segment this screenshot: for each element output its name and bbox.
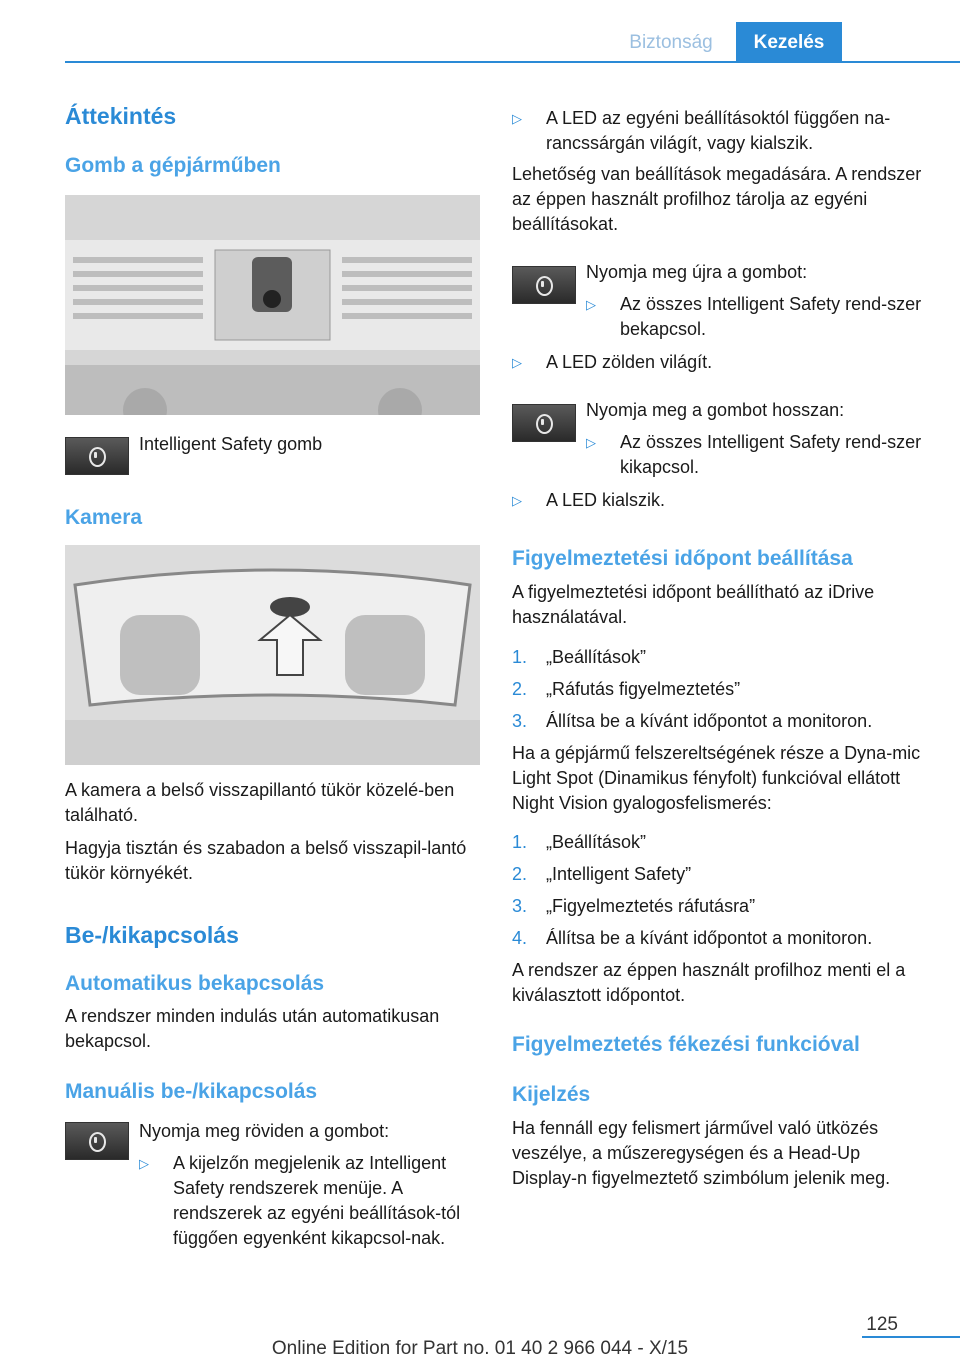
bullet-short-press: ▷ A kijelzőn megjelenik az Intelligent Safety rendszerek menüje. A rendszerek az egyéni beállítások-tól függően egyenként kikapcsol-nak. — [139, 1153, 461, 1248]
tab-kezeles[interactable]: Kezelés — [736, 22, 842, 63]
bullet-all-on: ▷ Az összes Intelligent Safety rend-szer bekapcsol. — [586, 294, 922, 339]
intelligent-safety-button-icon — [65, 1122, 129, 1160]
bullet-led-green: ▷ A LED zölden világít. — [512, 350, 930, 375]
paragraph-kijelzes: Ha fennáll egy felismert járművel való ütközés veszélye, a műszeregységen és a Head-Up Display-n figyelmeztető szimbólum jelenik meg. — [512, 1118, 891, 1188]
paragraph-automatikus: A rendszer minden indulás után automatikusan bekapcsol. — [65, 1006, 440, 1051]
list-item: 1. „Beállítások” — [512, 832, 647, 852]
camera-photo — [65, 545, 480, 765]
triangle-bullet-icon: ▷ — [139, 1156, 149, 1171]
paragraph-press-long: Nyomja meg a gombot hosszan: — [586, 400, 845, 420]
page-number: 125 — [866, 1314, 898, 1335]
caption-button: Intelligent Safety gomb — [139, 434, 323, 454]
triangle-bullet-icon: ▷ — [586, 297, 596, 312]
footer-edition: Online Edition for Part no. 01 40 2 966 044 - X/15 — [271, 1338, 689, 1359]
tab-biztonsag[interactable]: Biztonság — [629, 31, 713, 53]
heading-automatikus: Automatikus bekapcsolás — [65, 972, 325, 995]
paragraph-lehetoseg: Lehetőség van beállítások megadására. A rendszer az éppen használt profilhoz tárolja az egyéni beállításokat. — [512, 164, 922, 234]
intelligent-safety-button-icon — [512, 266, 576, 304]
triangle-bullet-icon: ▷ — [512, 355, 522, 370]
heading-attekintes: Áttekintés — [65, 103, 177, 129]
bullet-all-off: ▷ Az összes Intelligent Safety rend-szer kikapcsol. — [586, 432, 922, 477]
list-item: 1. „Beállítások” — [512, 647, 647, 667]
heading-kamera: Kamera — [65, 506, 143, 529]
heading-bekikapcsolas: Be-/kikapcsolás — [65, 922, 239, 948]
triangle-bullet-icon: ▷ — [512, 493, 522, 508]
heading-gomb: Gomb a gépjárműben — [65, 154, 281, 177]
heading-kijelzes: Kijelzés — [512, 1083, 591, 1106]
paragraph-dynamic-light-spot: Ha a gépjármű felszereltségének része a Dyna-mic Light Spot (Dinamikus fényfolt) funkcióval ellátott Night Vision gyalogosfelismerés: — [512, 743, 921, 813]
heading-manualis: Manuális be-/kikapcsolás — [65, 1080, 318, 1103]
triangle-bullet-icon: ▷ — [586, 435, 596, 450]
dashboard-photo — [65, 195, 480, 415]
intelligent-safety-button-icon — [65, 437, 129, 475]
heading-fekezesi-funkcio: Figyelmeztetés fékezési funkcióval — [512, 1033, 860, 1056]
paragraph-kamera-tisztan: Hagyja tisztán és szabadon a belső visszapil-lantó tükör környékét. — [65, 838, 467, 883]
triangle-bullet-icon: ▷ — [512, 111, 522, 126]
list-item: 3. „Figyelmeztetés ráfutásra” — [512, 896, 756, 916]
header-rule — [65, 61, 960, 63]
paragraph-profil: A rendszer az éppen használt profilhoz menti el a kiválasztott időpontot. — [512, 960, 906, 1005]
paragraph-press-again: Nyomja meg újra a gombot: — [586, 262, 808, 282]
bullet-led-orange: ▷ A LED az egyéni beállításoktól függően na-rancssárgán világít, vagy kialszik. — [512, 108, 891, 153]
list-item: 2. „Intelligent Safety” — [512, 864, 692, 884]
bullet-led-off: ▷ A LED kialszik. — [512, 488, 930, 513]
heading-figyelmeztetesi-idopont: Figyelmeztetési időpont beállítása — [512, 547, 853, 570]
paragraph-figyelmeztetesi-idopont: A figyelmeztetési időpont beállítható az iDrive használatával. — [512, 582, 875, 627]
list-item: 2. „Ráfutás figyelmeztetés” — [512, 679, 741, 699]
list-item: 4. Állítsa be a kívánt időpontot a monitoron. — [512, 928, 873, 948]
intelligent-safety-button-icon — [512, 404, 576, 442]
list-item: 3. Állítsa be a kívánt időpontot a monitoron. — [512, 711, 873, 731]
paragraph-kamera-helye: A kamera a belső visszapillantó tükör közelé-ben található. — [65, 780, 455, 825]
paragraph-press-short: Nyomja meg röviden a gombot: — [139, 1121, 390, 1141]
